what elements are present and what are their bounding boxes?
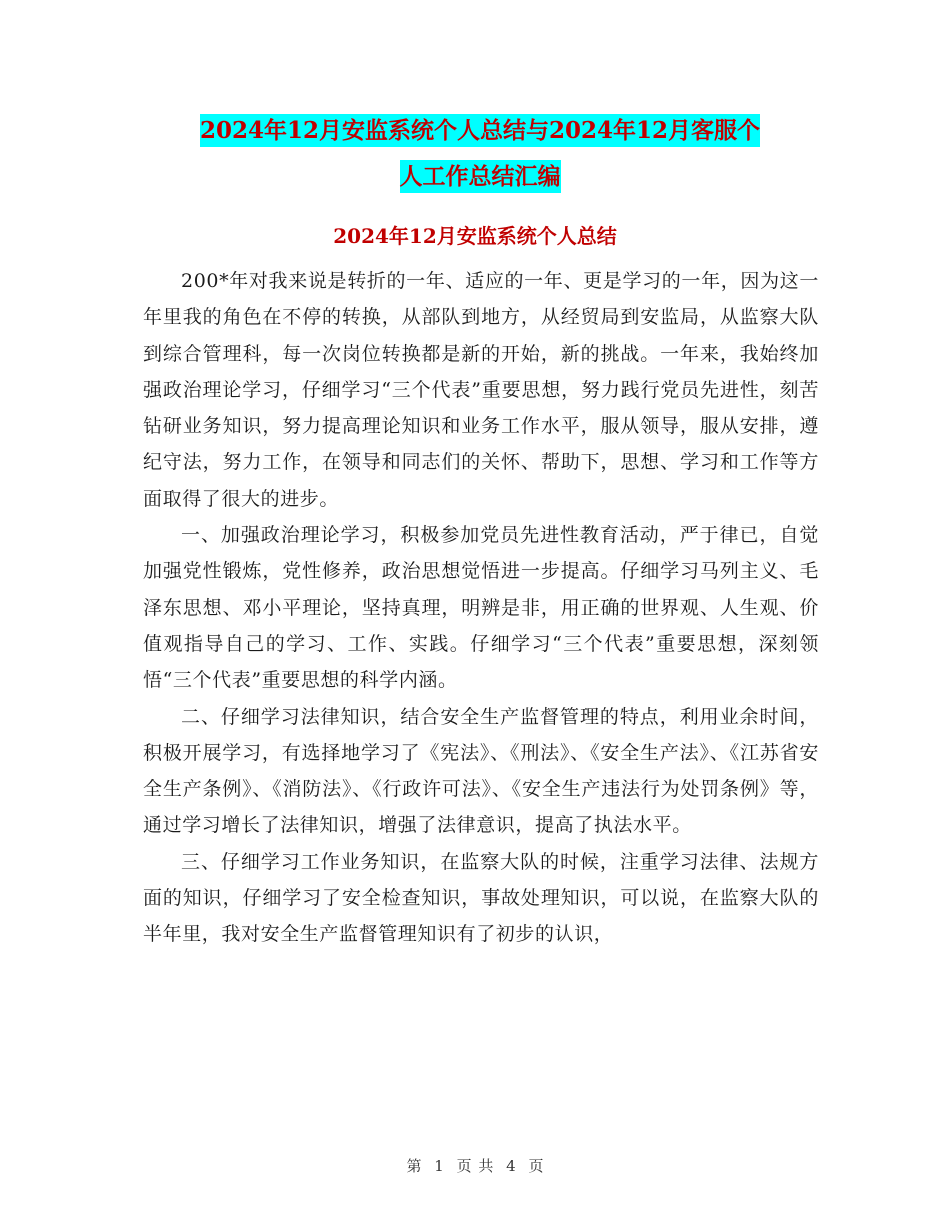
page-footer: [0, 1155, 950, 1176]
footer-suffix: 页: [528, 1157, 544, 1175]
paragraph-political-study: 一、加强政治理论学习，积极参加党员先进性教育活动，严于律已，自觉加强党性锻炼，党性修养，政治思想觉悟进一步提高。仔细学习马列主义、毛泽东思想、邓小平理论，坚持真理，明辨是非，用正确的世界观、人生观、价值观指导自己的学习、工作、实践。仔细学习“三个代表”重要思想，深刻领悟“三个代表”重要思想的科学内涵。: [143, 524, 819, 692]
footer-total-pages: 4: [506, 1157, 516, 1175]
footer-current-page: 1: [434, 1157, 444, 1175]
document-main-title: [140, 108, 820, 200]
section-title: 2024年12月安监系统个人总结: [333, 224, 617, 248]
main-title-line-1: 2024年12月安监系统个人总结与2024年12月客服个: [200, 114, 760, 147]
paragraph-intro: 200*年对我来说是转折的一年、适应的一年、更是学习的一年，因为这一年里我的角色在不停的转换，从部队到地方，从经贸局到安监局，从监察大队到综合管理科，每一次岗位转换都是新的开始，新的挑战。一年来，我始终加强政治理论学习，仔细学习“三个代表”重要思想，努力践行党员先进性，刻苦钻研业务知识，努力提高理论知识和业务工作水平，服从领导，服从安排，遵纪守法，努力工作，在领导和同志们的关怀、帮助下，思想、学习和工作等方面取得了很大的进步。: [143, 270, 819, 510]
footer-prefix: 第: [406, 1157, 422, 1175]
paragraph-legal-study: 二、仔细学习法律知识，结合安全生产监督管理的特点，利用业余时间，积极开展学习，有选择地学习了《宪法》、《刑法》、《安全生产法》、《江苏省安全生产条例》、《消防法》、《行政许可法》、《安全生产违法行为处罚条例》等，通过学习增长了法律知识，增强了法律意识，提高了执法水平。: [143, 705, 819, 837]
paragraph-business-study: 三、仔细学习工作业务知识，在监察大队的时候，注重学习法律、法规方面的知识，仔细学习了安全检查知识，事故处理知识，可以说，在监察大队的半年里，我对安全生产监督管理知识有了初步的认识，: [143, 850, 819, 946]
footer-middle: 页 共: [456, 1157, 494, 1175]
main-title-line-2: 人工作总结汇编: [400, 160, 561, 193]
document-body: [143, 263, 819, 953]
